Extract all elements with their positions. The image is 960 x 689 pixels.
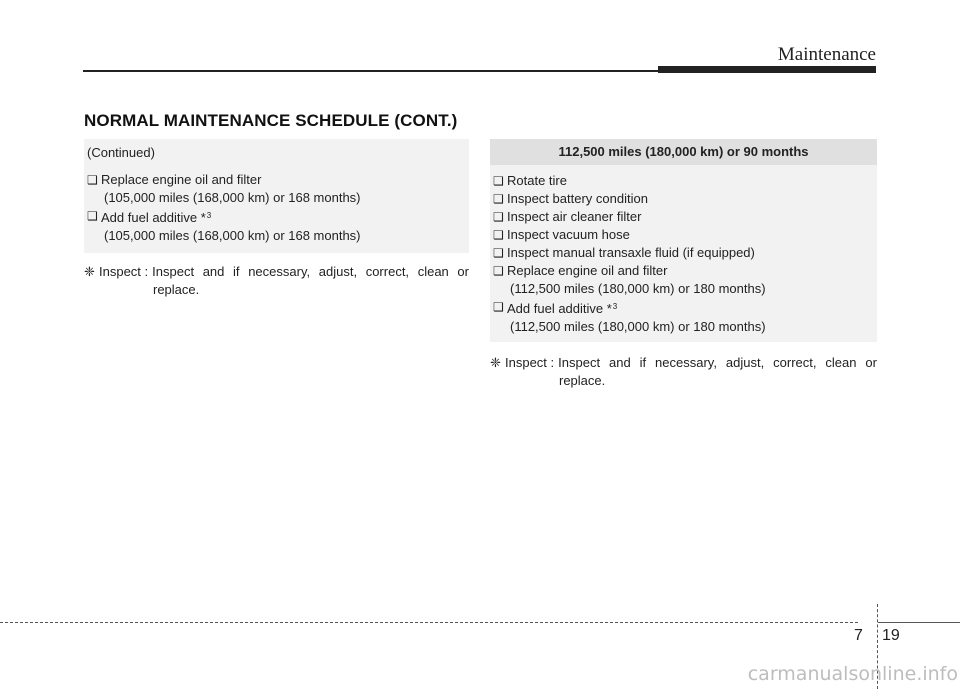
- item-label: Replace engine oil and filter: [507, 263, 668, 278]
- note-text: Inspect and if necessary, adjust, correct, clean or: [152, 264, 469, 279]
- right-schedule-box: [490, 139, 877, 342]
- list-item: [493, 172, 877, 190]
- item-detail: (105,000 miles (168,000 km) or 168 months): [104, 228, 361, 243]
- footnote-ref: 3: [206, 211, 212, 220]
- watermark: carmanualsonline.info: [747, 663, 958, 685]
- footer-rule: [0, 622, 858, 623]
- checkbox-icon: ❑: [87, 209, 98, 223]
- note-symbol: ❈: [490, 355, 501, 370]
- item-label: Add fuel additive *$^3$: [101, 210, 212, 225]
- checkbox-icon: ❑: [493, 174, 504, 188]
- inspect-note: [490, 354, 877, 390]
- note-text: Inspect and if necessary, adjust, correct, clean or: [558, 355, 877, 370]
- checkbox-icon: ❑: [493, 264, 504, 278]
- item-label: Inspect air cleaner filter: [507, 209, 642, 224]
- header-rule-accent: [658, 66, 876, 73]
- list-item: [87, 207, 469, 227]
- checkbox-icon: ❑: [87, 173, 98, 187]
- checkbox-icon: ❑: [493, 246, 504, 260]
- note-term: Inspect :: [505, 355, 555, 370]
- item-label: Inspect manual transaxle fluid (if equipped): [507, 245, 755, 260]
- list-item: [493, 262, 877, 280]
- note-text-cont: replace.: [153, 282, 200, 297]
- header-rule: [83, 70, 663, 72]
- list-item: [493, 208, 877, 226]
- interval-header: 112,500 miles (180,000 km) or 90 months: [490, 139, 877, 165]
- inspect-note: [84, 263, 469, 299]
- list-item: [493, 226, 877, 244]
- item-detail: (112,500 miles (180,000 km) or 180 months): [510, 281, 766, 296]
- list-item: [493, 190, 877, 208]
- page-number: 19: [882, 627, 900, 644]
- item-label: Rotate tire: [507, 173, 567, 188]
- item-label: Inspect vacuum hose: [507, 227, 630, 242]
- item-label: Inspect battery condition: [507, 191, 648, 206]
- checkbox-icon: ❑: [493, 210, 504, 224]
- item-detail: (105,000 miles (168,000 km) or 168 months): [104, 190, 361, 205]
- page-heading: NORMAL MAINTENANCE SCHEDULE (CONT.): [84, 111, 458, 130]
- left-schedule-box: [84, 139, 469, 253]
- section-title: Maintenance: [777, 44, 876, 65]
- checkbox-icon: ❑: [493, 228, 504, 242]
- footnote-ref: 3: [612, 302, 618, 311]
- checkbox-icon: ❑: [493, 192, 504, 206]
- item-label: Replace engine oil and filter: [101, 172, 262, 187]
- note-text-cont: replace.: [559, 373, 606, 388]
- continued-label: (Continued): [87, 145, 155, 160]
- chapter-number: 7: [854, 627, 863, 644]
- item-detail: (112,500 miles (180,000 km) or 180 months): [510, 319, 766, 334]
- checkbox-icon: ❑: [493, 300, 504, 314]
- list-item: [493, 244, 877, 262]
- note-symbol: ❈: [84, 264, 95, 279]
- list-item: [493, 298, 877, 318]
- note-term: Inspect :: [99, 264, 149, 279]
- item-label: Add fuel additive *$^3$: [507, 301, 618, 316]
- footer-rule-right: [878, 622, 960, 623]
- list-item: [87, 171, 469, 189]
